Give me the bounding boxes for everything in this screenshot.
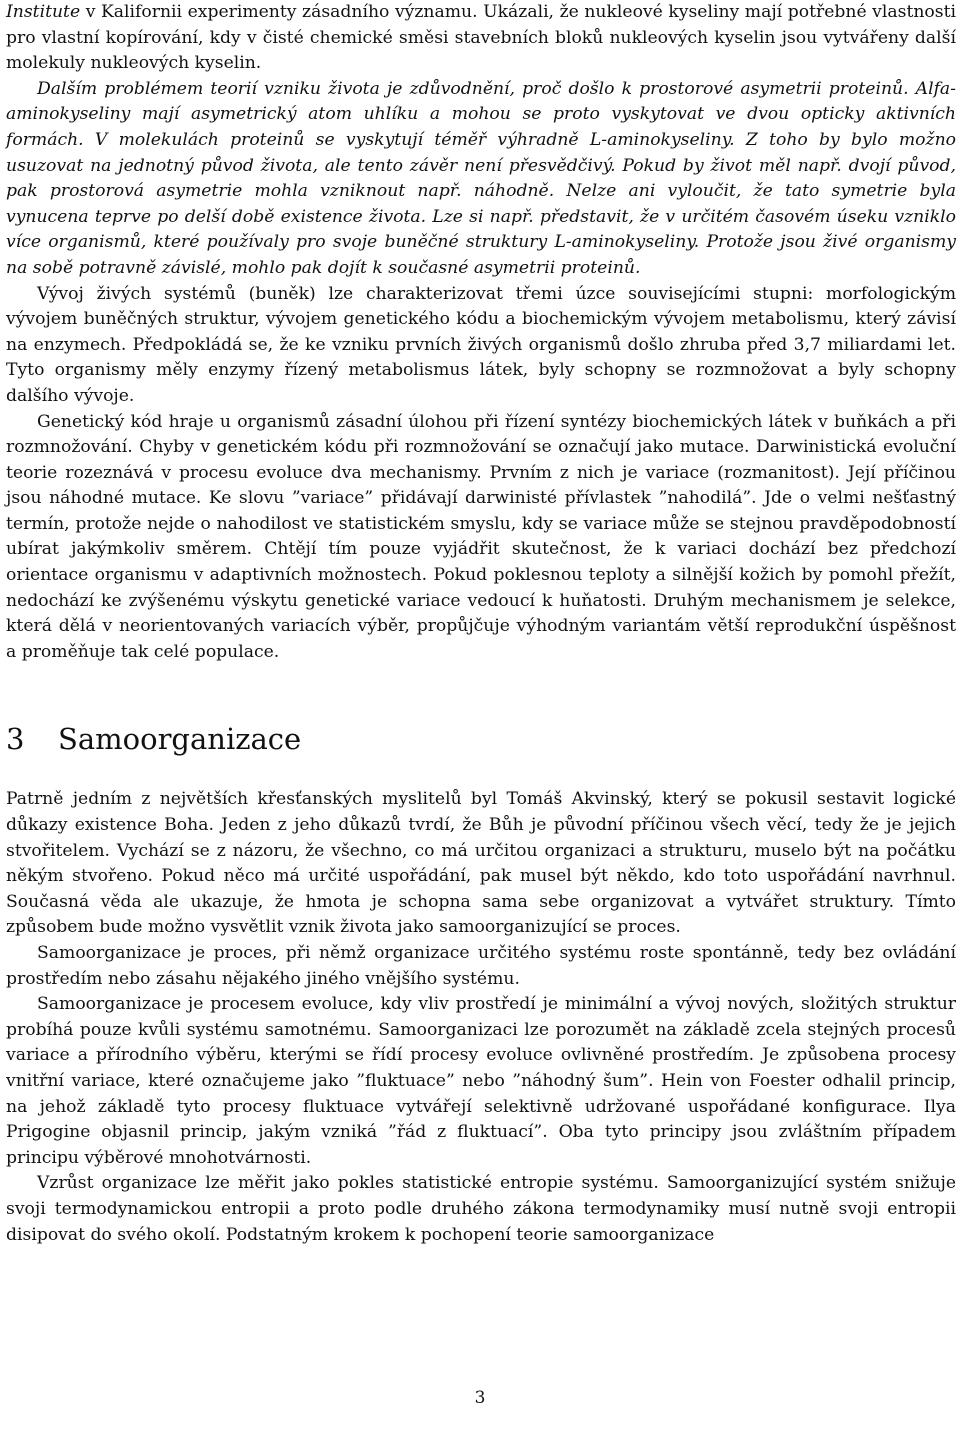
institute-italic: Institute bbox=[6, 2, 81, 22]
paragraph-continued bbox=[6, 0, 956, 77]
section-number: 3 bbox=[6, 722, 25, 757]
paragraph-evolution-process: Samoorganizace je procesem evoluce, kdy vliv prostředí je minimální a vývoj nových, složitých struktur probíhá pouze kvůli systému samotnému. Samoorganizaci lze porozumět na základě zcela stejných procesů variace a přírodního výběru, kterými se řídí procesy evoluce ovlivněné prostředím. Je způsobena procesy vnitřní variace, které označujeme jako ”fluktuace” nebo ”náhodný šum”. Hein von Foester odhalil princip, na jehož základě tyto procesy fluktuace vytvářejí selektivně udržované uspořádané konfigurace. Ilya Prigogine objasnil princip, jakým vzniká ”řád z fluktuací”. Oba tyto principy jsou zvláštním případem principu výběrové mnohotvárnosti. bbox=[6, 994, 956, 1168]
section-title: Samoorganizace bbox=[58, 722, 302, 757]
paragraph-continued-text: v Kalifornii experimenty zásadního významu. Ukázali, že nukleové kyseliny mají potřebné vlastnosti pro vlastní kopírování, kdy v čisté chemické směsi stavebních bloků nukleových kyselin jsou vytvářeny další molekuly nukleových kyselin. bbox=[6, 2, 956, 74]
paragraph-asymmetry: Dalším problémem teorií vzniku života je zdůvodnění, proč došlo k prostorové asymetrii proteinů. Alfa-aminokyseliny mají asymetrický atom uhlíku a mohou se proto vyskytovat ve dvou opticky aktivních formách. V molekulách proteinů se vyskytují téměř výhradně L-aminokyseliny. Z toho by bylo možno usuzovat na jednotný původ života, ale tento závěr není přesvědčivý. Pokud by život měl např. dvojí původ, pak prostorová asymetrie mohla vzniknout např. náhodně. Nelze ani vyloučit, že tato symetrie byla vynucena teprve po delší době existence života. Lze si např. představit, že v určitém časovém úseku vzniklo více organismů, které používaly pro svoje buněčné struktury L-aminokyseliny. Protože jsou živé organismy na sobě potravně závislé, mohlo pak dojít k současné asymetrii proteinů. bbox=[6, 78, 956, 278]
paragraph-aquinas: Patrně jedním z největších křesťanských myslitelů byl Tomáš Akvinský, který se pokusil sestavit logické důkazy existence Boha. Jeden z jeho důkazů tvrdí, že Bůh je původní příčinou všech věcí, tedy že je jejich stvořitelem. Vychází se z názoru, že všechno, co má určitou organizaci a strukturu, muselo být na počátku někým stvořeno. Pokud něco má určité uspořádání, pak musel být někdo, kdo toto uspořádání navrhnul. Současná věda ale ukazuje, že hmota je schopna sama sebe organizovat a vytvářet struktury. Tímto způsobem bude možno vysvětlit vznik života jako samoorganizující se proces. bbox=[6, 789, 956, 938]
document-page bbox=[6, 0, 956, 1248]
paragraph-genetic-code: Genetický kód hraje u organismů zásadní úlohou při řízení syntézy biochemických látek v buňkách a při rozmnožování. Chyby v genetickém kódu při rozmnožování se označují jako mutace. Darwinistická evoluční teorie rozeznává v procesu evoluce dva mechanismy. Prvním z nich je variace (rozmanitost). Její příčinou jsou náhodné mutace. Ke slovu ”variace” přidávají darwinisté přívlastek ”nahodilá”. Jde o velmi nešťastný termín, protože nejde o nahodilost ve statistickém smyslu, kdy se variace může se stejnou pravděpodobností ubírat jakýmkoliv směrem. Chtějí tím pouze vyjádřit skutečnost, že k variaci dochází bez předchozí orientace organismu v adaptivních možnostech. Pokud poklesnou teploty a silnější kožich by pomohl přežít, nedochází ke zvýšenému výskytu genetické variace vedoucí k huňatosti. Druhým mechanismem je selekce, která dělá v neorientovaných variacích výběr, propůjčuje výhodným variantám větší reprodukční úspěšnost a proměňuje tak celé populace. bbox=[6, 411, 956, 662]
paragraph-definition: Samoorganizace je proces, při němž organizace určitého systému roste spontánně, tedy bez ovládání prostředím nebo zásahu nějakého jiného vnějšího systému. bbox=[6, 943, 956, 989]
page-number: 3 bbox=[474, 1388, 486, 1408]
section-heading bbox=[6, 721, 956, 757]
paragraph-entropy: Vzrůst organizace lze měřit jako pokles statistické entropie systému. Samoorganizující systém snižuje svoji termodynamickou entropii a proto podle druhého zákona termodynamiky musí nutně svoji entropii disipovat do svého okolí. Podstatným krokem k pochopení teorie samoorganizace bbox=[6, 1173, 956, 1245]
paragraph-evolution-stages: Vývoj živých systémů (buněk) lze charakterizovat třemi úzce souvisejícími stupni: morfologickým vývojem buněčných struktur, vývojem genetického kódu a biochemickým vývojem metabolismu, který závisí na enzymech. Předpokládá se, že ke vzniku prvních živých organismů došlo zhruba před 3,7 miliardami let. Tyto organismy měly enzymy řízený metabolismus látek, byly schopny se rozmnožovat a byly schopny dalšího vývoje. bbox=[6, 283, 956, 406]
